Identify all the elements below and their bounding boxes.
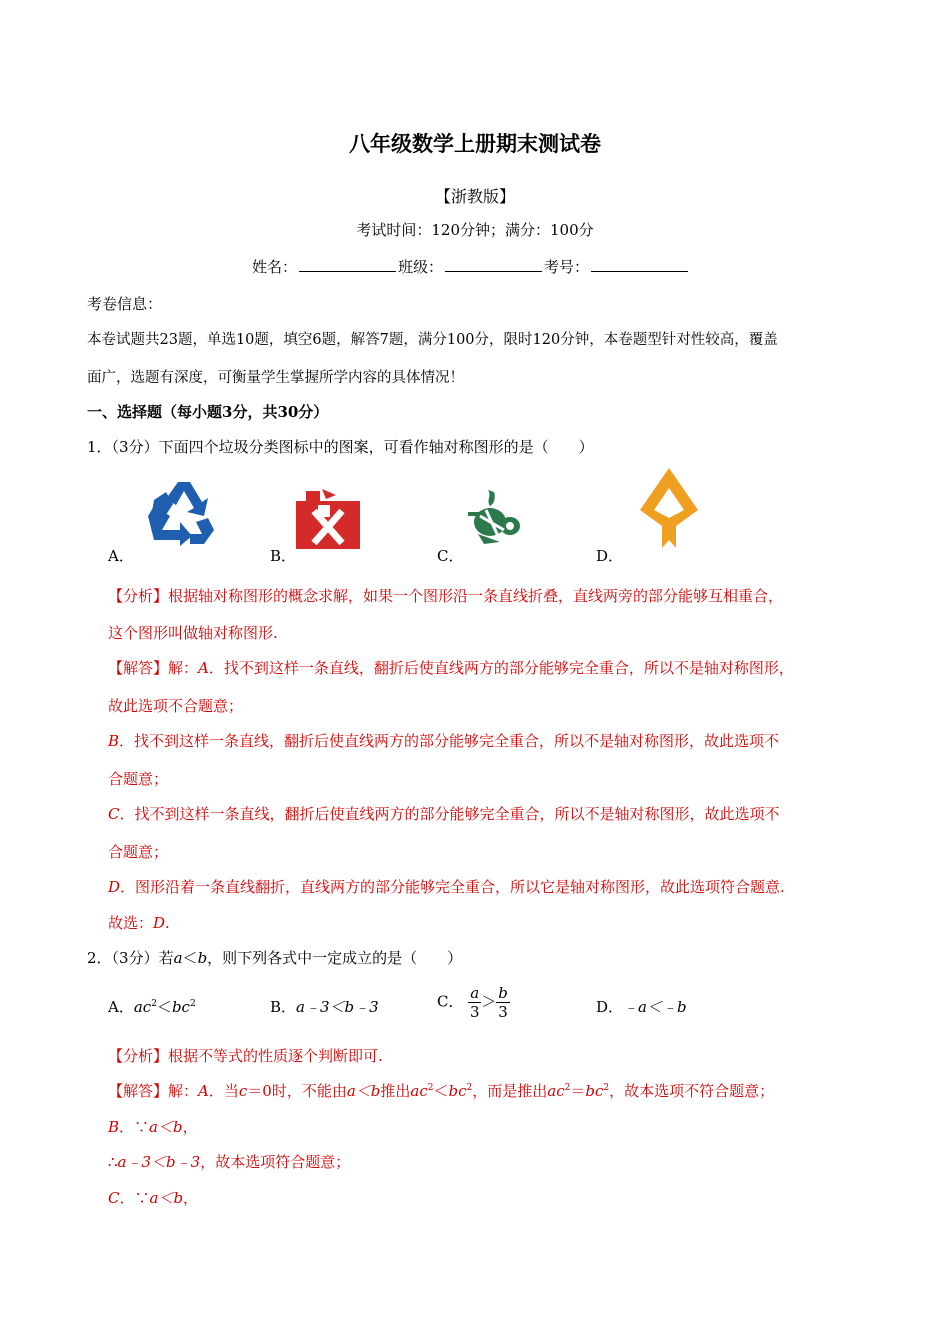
option-label: D．	[596, 998, 624, 1016]
answer-label: 【解答】解：	[108, 659, 199, 677]
q2-option-d	[596, 996, 687, 1017]
expr-a-lt-b: a＜b	[346, 1082, 381, 1100]
q2-answer-b-line-2	[108, 1151, 350, 1172]
expr-ac: ac	[133, 998, 152, 1016]
q1-answer-a-line-2: 故此选项不合题意；	[108, 697, 244, 715]
answer-text: 推出	[380, 1082, 411, 1100]
section-heading: 一、选择题（每小题3分，共30分）	[87, 403, 329, 421]
option-expr: ﹣a＜﹣b	[623, 998, 687, 1016]
info-heading: 考卷信息：	[87, 295, 163, 313]
because-sign: ．∵	[119, 1118, 150, 1136]
q1-option-d: D．	[596, 547, 624, 565]
because-sign: ．∵	[119, 1189, 150, 1207]
answer-label: 【解答】解：	[108, 1082, 199, 1100]
option-letter: C	[108, 1189, 120, 1207]
answer-text: ．图形沿着一条直线翻折，直线两方的部分能够完全重合，所以它是轴对称图形，故此选项符合题意.	[120, 878, 785, 896]
gt-sign: ＞	[481, 992, 497, 1011]
q1-option-a: A．	[108, 547, 134, 565]
lt-sign: ＜	[182, 949, 198, 967]
q1-answer-a-line-1	[108, 657, 794, 678]
class-label: 班级：	[398, 258, 444, 276]
denominator: 3	[469, 1003, 480, 1021]
answer-text: ．找不到这样一条直线，翻折后使直线两方的部分能够完全重合，所以不是轴对称图形，故此选项不	[119, 805, 780, 823]
option-letter: B	[108, 1118, 120, 1136]
q1-analysis-line-1: 【分析】根据轴对称图形的概念求解，如果一个图形沿一条直线折叠，直线两旁的部分能够互相重合，	[108, 587, 784, 605]
hazardous-waste-icon	[296, 487, 360, 549]
stem-rest: ，则下列各式中一定成立的是（ ）	[207, 949, 463, 967]
answer-text: ，故本选项符合题意；	[200, 1153, 351, 1171]
name-blank[interactable]	[299, 257, 396, 272]
fraction-a-over-3	[468, 984, 481, 1021]
question-2-stem	[87, 947, 462, 968]
exponent: 2	[466, 1083, 473, 1093]
page-title: 八年级数学上册期末测试卷	[349, 131, 601, 156]
expr-ac: ac	[410, 1082, 428, 1100]
expr-a-lt-b: a＜b	[149, 1118, 183, 1136]
exam-meta: 考试时间：120分钟；满分：100分	[356, 221, 594, 239]
numerator: a	[470, 984, 480, 1002]
option-expr: a﹣3＜b﹣3	[296, 998, 379, 1016]
expr-a-lt-b: a＜b	[149, 1189, 184, 1207]
q1-answer-c-line-2: 合题意；	[108, 843, 169, 861]
comma: ，	[183, 1189, 199, 1207]
choice-letter: D	[153, 914, 166, 932]
name-label: 姓名：	[252, 258, 298, 276]
q1-answer-c-line-1	[108, 803, 780, 824]
option-label: C．	[437, 992, 464, 1011]
eq-sign: ＝	[570, 1082, 586, 1100]
answer-text: ．当	[208, 1082, 239, 1100]
exponent: 2	[427, 1083, 434, 1093]
info-line-1: 本卷试题共23题，单选10题，填空6题，解答7题，满分100分，限时120分钟，本卷题型针对性较高，覆盖	[87, 332, 778, 348]
q1-option-b: B．	[270, 547, 297, 565]
choice-end: .	[165, 914, 170, 932]
exponent: 2	[189, 999, 196, 1009]
q2-answer-b-line-1	[108, 1116, 198, 1137]
exponent: 2	[564, 1083, 571, 1093]
student-info-row	[252, 256, 690, 277]
expr-bc: bc	[448, 1082, 467, 1100]
q2-option-a	[108, 996, 196, 1017]
q2-option-c	[437, 984, 510, 1021]
numerator: b	[498, 984, 508, 1002]
inequality-expr: a﹣3＜b﹣3	[117, 1153, 201, 1171]
answer-text: ．找不到这样一条直线，翻折后使直线两方的部分能够完全重合，所以不是轴对称图形，	[208, 659, 794, 677]
q2-answer-a-line	[108, 1080, 774, 1101]
option-letter: B	[108, 732, 120, 750]
q1-option-c: C．	[437, 547, 464, 565]
expr-bc: bc	[171, 998, 190, 1016]
question-1-stem: 1．（3分）下面四个垃圾分类图标中的图案，可看作轴对称图形的是（ ）	[87, 438, 594, 456]
option-label: A．	[108, 998, 134, 1016]
var-a: a	[173, 949, 183, 967]
fraction-b-over-3	[496, 984, 510, 1021]
kitchen-waste-icon	[466, 486, 526, 546]
lt-sign: ＜	[433, 1082, 449, 1100]
var-b: b	[197, 949, 208, 967]
stem-prefix: 2．（3分）若	[87, 949, 174, 967]
id-blank[interactable]	[591, 257, 688, 272]
info-line-2: 面广，选题有深度，可衡量学生掌握所学内容的具体情况！	[87, 370, 464, 386]
q1-answer-b-line-2: 合题意；	[108, 770, 169, 788]
option-letter: A	[198, 1082, 209, 1100]
answer-text: ＝0时，不能由	[247, 1082, 347, 1100]
q2-answer-c-line-1	[108, 1187, 198, 1208]
option-letter: D	[108, 878, 121, 896]
q1-analysis-line-2: 这个图形叫做轴对称图形.	[108, 624, 278, 642]
therefore-sign: ∴	[108, 1153, 118, 1171]
class-blank[interactable]	[445, 257, 542, 272]
answer-text: ，故本选项不符合题意；	[609, 1082, 775, 1100]
option-letter: A	[198, 659, 209, 677]
answer-text: ，而是推出	[472, 1082, 548, 1100]
option-letter: C	[108, 805, 120, 823]
expr-ac: ac	[547, 1082, 565, 1100]
comma: ，	[182, 1118, 198, 1136]
edition-label: 【浙教版】	[434, 187, 515, 206]
q2-option-b	[270, 996, 379, 1017]
q1-final-choice	[108, 912, 170, 933]
expr-bc: bc	[585, 1082, 604, 1100]
exponent: 2	[151, 999, 157, 1009]
id-label: 考号：	[544, 258, 590, 276]
exponent: 2	[603, 1083, 610, 1093]
choice-label: 故选：	[108, 914, 154, 932]
var-c: c	[238, 1082, 248, 1100]
other-waste-icon	[632, 464, 706, 550]
q1-answer-d-line	[108, 876, 785, 897]
option-label: B．	[270, 998, 297, 1016]
answer-text: ．找不到这样一条直线，翻折后使直线两方的部分能够完全重合，所以不是轴对称图形，故此选项不	[119, 732, 780, 750]
q1-answer-b-line-1	[108, 730, 779, 751]
recycle-icon	[140, 478, 216, 548]
q2-analysis: 【分析】根据不等式的性质逐个判断即可.	[108, 1047, 383, 1065]
denominator: 3	[498, 1003, 508, 1021]
lt-sign: ＜	[156, 998, 172, 1016]
